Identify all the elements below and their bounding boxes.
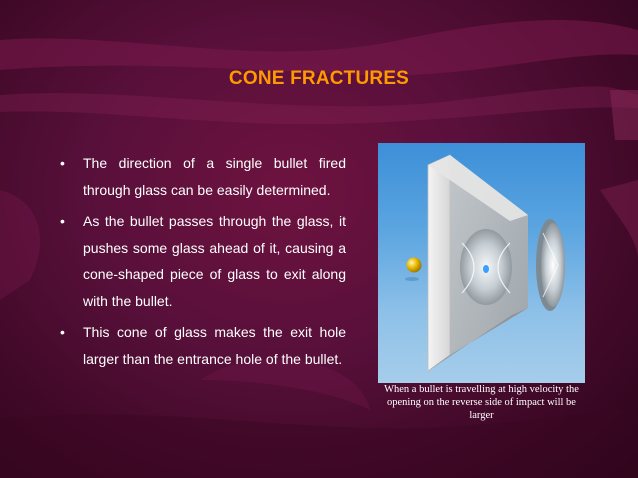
bullet-item [60, 208, 346, 314]
bullet-dot: • [60, 155, 65, 171]
bullet-item [60, 319, 346, 372]
slide-title: CONE FRACTURES [228, 68, 410, 89]
bullet-text: As the bullet passes through the glass, it pushes some glass ahead of it, causing a cone-shaped piece of glass to exit along with the bullet. [83, 213, 346, 309]
bullet-dot: • [60, 324, 65, 340]
bullet-item [60, 150, 346, 203]
bullet-dot: • [60, 213, 65, 229]
bullet-text: This cone of glass makes the exit hole larger than the entrance hole of the bullet. [83, 324, 346, 367]
figure-caption: When a bullet is travelling at high velocity the opening on the reverse side of impact will be larger [384, 384, 579, 421]
glass-pane-diagram [378, 143, 585, 383]
cone-fracture-illustration [378, 143, 585, 383]
bullet-list [60, 150, 346, 377]
bullet-text: The direction of a single bullet fired through glass can be easily determined. [83, 155, 346, 198]
